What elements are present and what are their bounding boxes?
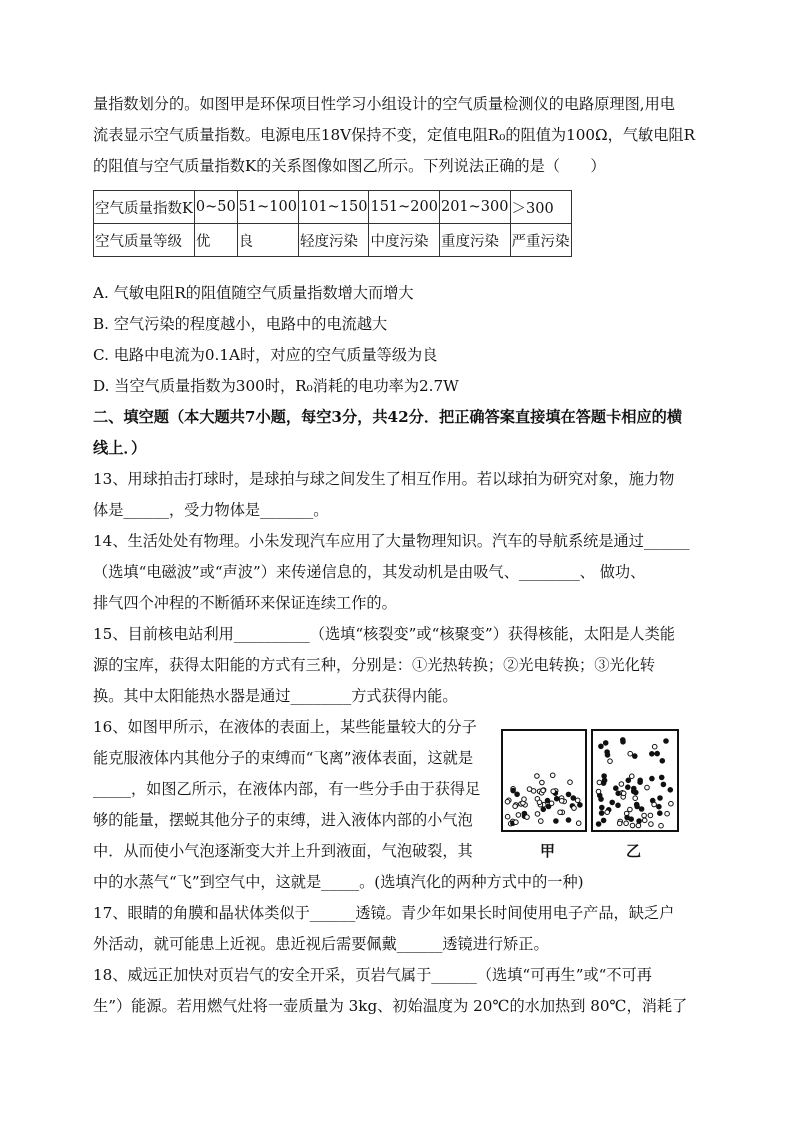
option-d: D. 当空气质量指数为300时，R₀消耗的电功率为2.7W bbox=[93, 377, 459, 395]
molecule-dot bbox=[527, 787, 532, 792]
molecule-dot bbox=[516, 813, 521, 818]
molecule-dot bbox=[633, 796, 638, 801]
molecule-dot bbox=[626, 778, 631, 783]
table-header-label: 空气质量指数K bbox=[94, 191, 195, 224]
q14-line-1: 14、生活处处有物理。小朱发现汽车应用了大量物理知识。汽车的导航系统是通过______ bbox=[93, 532, 690, 550]
molecule-dot bbox=[639, 807, 644, 812]
molecule-dot bbox=[610, 800, 615, 805]
molecule-dot bbox=[652, 802, 657, 807]
molecule-dot bbox=[554, 819, 559, 824]
molecule-dot bbox=[514, 820, 519, 825]
molecule-dot bbox=[661, 782, 666, 787]
molecule-dot bbox=[599, 744, 604, 749]
q18-line-1: 18、威远正加快对页岩气的安全开采，页岩气属于______（选填“可再生”或“不可再 bbox=[93, 966, 652, 984]
molecule-dot bbox=[505, 799, 510, 804]
molecule-dot bbox=[605, 753, 610, 758]
q16-line-2: 能克服液体内其他分子的束缚而“飞离”液体表面，这就是 bbox=[93, 749, 474, 767]
option-c: C. 电路中电流为0.1A时，对应的空气质量等级为良 bbox=[93, 346, 438, 364]
molecule-dot bbox=[617, 821, 622, 826]
molecule-dot bbox=[599, 811, 604, 816]
q18-line-2: 生”）能源。若用燃气灶将一壶质量为 3kg、初始温度为 20℃的水加热到 80℃，消耗了 bbox=[93, 997, 688, 1015]
molecule-dot bbox=[511, 788, 516, 793]
molecule-dot bbox=[628, 751, 633, 756]
figure-label-left: 甲 bbox=[540, 842, 556, 860]
molecule-dot bbox=[576, 821, 581, 826]
molecule-dot bbox=[522, 797, 527, 802]
beaker-left bbox=[502, 730, 586, 831]
molecule-dot bbox=[642, 813, 647, 818]
table-cell: 0~50 bbox=[194, 191, 237, 224]
molecule-dot bbox=[668, 788, 673, 793]
molecule-dot bbox=[575, 798, 580, 803]
air-quality-table bbox=[93, 190, 572, 257]
molecule-dot bbox=[631, 789, 636, 794]
molecule-dot bbox=[638, 780, 643, 785]
molecule-dot bbox=[655, 751, 660, 756]
q17-line-1: 17、眼睛的角膜和晶状体类似于______透镜。青少年如果长时间使用电子产品，缺乏户 bbox=[93, 904, 675, 922]
figure-label-right: 乙 bbox=[626, 842, 642, 860]
molecule-dot bbox=[628, 807, 633, 812]
molecule-dot bbox=[539, 819, 544, 824]
molecule-dot bbox=[669, 801, 674, 806]
molecule-dot bbox=[637, 819, 642, 824]
q13-line-1: 13、用球拍击打球时，是球拍与球之间发生了相互作用。若以球拍为研究对象，施力物 bbox=[93, 470, 675, 488]
molecule-dot bbox=[535, 812, 540, 817]
molecule-dot bbox=[541, 788, 546, 793]
q15-line-2: 源的宝库，获得太阳能的方式有三种，分别是：①光热转换；②光电转换；③光化转 bbox=[93, 656, 655, 674]
q16-line-6: 中的水蒸气“飞”到空气中，这就是_____。(选填汽化的两种方式中的一种) bbox=[93, 873, 584, 891]
molecule-dot bbox=[596, 789, 601, 794]
intro-line-1: 量指数划分的。如图甲是环保项目性学习小组设计的空气质量检测仪的电路原理图,用电 bbox=[93, 95, 675, 113]
q15-line-3: 换。其中太阳能热水器是通过________方式获得内能。 bbox=[93, 687, 458, 705]
molecule-dot bbox=[659, 823, 664, 828]
beakers-illustration bbox=[500, 728, 700, 836]
molecule-dot bbox=[630, 774, 635, 779]
molecule-dot bbox=[600, 805, 605, 810]
option-a: A. 气敏电阻R的阻值随空气质量指数增大而增大 bbox=[93, 284, 414, 302]
molecule-dot bbox=[566, 818, 571, 823]
q16-line-5: 中．从而使小气泡逐渐变大并上升到液面，气泡破裂，其 bbox=[93, 842, 473, 860]
intro-line-3: 的阻值与空气质量指数K的关系图像如图乙所示。下列说法正确的是（ ） bbox=[93, 157, 606, 175]
molecule-dot bbox=[650, 752, 655, 757]
molecule-dot bbox=[602, 778, 607, 783]
table-grade-label: 空气质量等级 bbox=[94, 224, 195, 257]
molecule-dot bbox=[537, 800, 542, 805]
molecule-dot bbox=[634, 802, 639, 807]
q16-line-4: 够的能量，摆蜕其他分子的束缚，进入液体内部的小气泡 bbox=[93, 811, 473, 829]
table-cell: 151~200 bbox=[369, 191, 440, 224]
q14-line-2: （选填“电磁波”或“声波”）来传递信息的，其发动机是由吸气、________、 做功、 bbox=[93, 563, 646, 581]
q13-line-2: 体是______，受力物体是_______。 bbox=[93, 501, 329, 519]
molecule-dot bbox=[603, 741, 608, 746]
molecule-dot bbox=[571, 796, 576, 801]
molecule-dot bbox=[505, 814, 510, 819]
molecule-dot bbox=[515, 792, 520, 797]
molecule-dot bbox=[642, 818, 647, 823]
molecule-dot bbox=[572, 806, 577, 811]
molecule-dot bbox=[549, 801, 554, 806]
molecule-dot bbox=[525, 815, 530, 820]
molecule-dot bbox=[551, 789, 556, 794]
molecule-dot bbox=[658, 811, 663, 816]
q16-line-3: _____，如图乙所示，在液体内部，有一些分手由于获得足 bbox=[93, 780, 481, 798]
molecule-dot bbox=[633, 754, 638, 759]
intro-line-2: 流表显示空气质量指数。电源电压18V保持不变，定值电阻R₀的阻值为100Ω，气敏电阻R bbox=[93, 126, 696, 144]
q15-line-1: 15、目前核电站利用__________（选填“核裂变”或“核聚变”）获得核能，太阳是人类能 bbox=[93, 625, 675, 643]
molecule-dot bbox=[540, 780, 545, 785]
molecule-dot bbox=[629, 817, 634, 822]
molecule-dot bbox=[630, 823, 635, 828]
q16-line-1: 16、如图甲所示，在液体的表面上，某些能量较大的分子 bbox=[93, 718, 477, 736]
molecule-dot bbox=[550, 773, 555, 778]
molecule-dot bbox=[608, 759, 613, 764]
molecule-dot bbox=[624, 821, 629, 826]
molecule-dot bbox=[602, 774, 607, 779]
table-cell: 101~150 bbox=[298, 191, 369, 224]
molecule-dot bbox=[650, 776, 655, 781]
molecule-dot bbox=[621, 740, 626, 745]
table-cell: ＞300 bbox=[510, 191, 571, 224]
molecule-dot bbox=[616, 803, 621, 808]
q14-line-3: 排气四个冲程的不断循环来保证连续工作的。 bbox=[93, 594, 397, 612]
molecule-dot bbox=[599, 797, 604, 802]
molecule-dot bbox=[657, 804, 662, 809]
molecule-dot bbox=[658, 796, 663, 801]
molecule-dot bbox=[605, 810, 610, 815]
molecule-dot bbox=[652, 744, 657, 749]
table-cell: 轻度污染 bbox=[298, 224, 369, 257]
molecule-dot bbox=[664, 739, 669, 744]
molecule-dot bbox=[645, 785, 650, 790]
table-cell: 201~300 bbox=[439, 191, 510, 224]
table-row bbox=[94, 191, 572, 224]
molecule-dot bbox=[596, 822, 601, 827]
molecule-dot bbox=[648, 813, 653, 818]
option-b: B. 空气污染的程度越小，电路中的电流越大 bbox=[93, 315, 388, 333]
table-row bbox=[94, 224, 572, 257]
molecule-dot bbox=[558, 810, 563, 815]
molecule-dot bbox=[665, 811, 670, 816]
molecule-dot bbox=[660, 759, 665, 764]
molecule-dot bbox=[535, 774, 540, 779]
molecule-dot bbox=[541, 807, 546, 812]
table-cell: 优 bbox=[194, 224, 237, 257]
molecule-dot bbox=[626, 785, 631, 790]
table-cell: 51~100 bbox=[237, 191, 298, 224]
molecule-dot bbox=[614, 786, 619, 791]
section-heading-line-2: 线上．） bbox=[93, 439, 147, 457]
molecule-dot bbox=[621, 791, 626, 796]
molecule-dot bbox=[559, 799, 564, 804]
molecule-dot bbox=[649, 822, 654, 827]
evaporation-boiling-figure bbox=[500, 728, 700, 860]
molecule-dot bbox=[659, 775, 664, 780]
section-heading-line-1: 二、填空题（本大题共7小题，每空3分，共42分．把正确答案直接填在答题卡相应的横 bbox=[93, 408, 683, 426]
table-cell: 重度污染 bbox=[439, 224, 510, 257]
molecules-right bbox=[596, 738, 673, 828]
molecule-dot bbox=[568, 780, 573, 785]
molecules-left bbox=[505, 773, 582, 826]
table-cell: 中度污染 bbox=[369, 224, 440, 257]
table-cell: 良 bbox=[237, 224, 298, 257]
table-cell: 严重污染 bbox=[510, 224, 571, 257]
molecule-dot bbox=[636, 823, 641, 828]
molecule-dot bbox=[578, 803, 583, 808]
molecule-dot bbox=[601, 818, 606, 823]
molecule-dot bbox=[513, 804, 518, 809]
molecule-dot bbox=[554, 796, 559, 801]
q17-line-2: 外活动，就可能患上近视。患近视后需要佩戴______透镜进行矫正。 bbox=[93, 935, 549, 953]
molecule-dot bbox=[566, 792, 571, 797]
molecule-dot bbox=[619, 782, 624, 787]
